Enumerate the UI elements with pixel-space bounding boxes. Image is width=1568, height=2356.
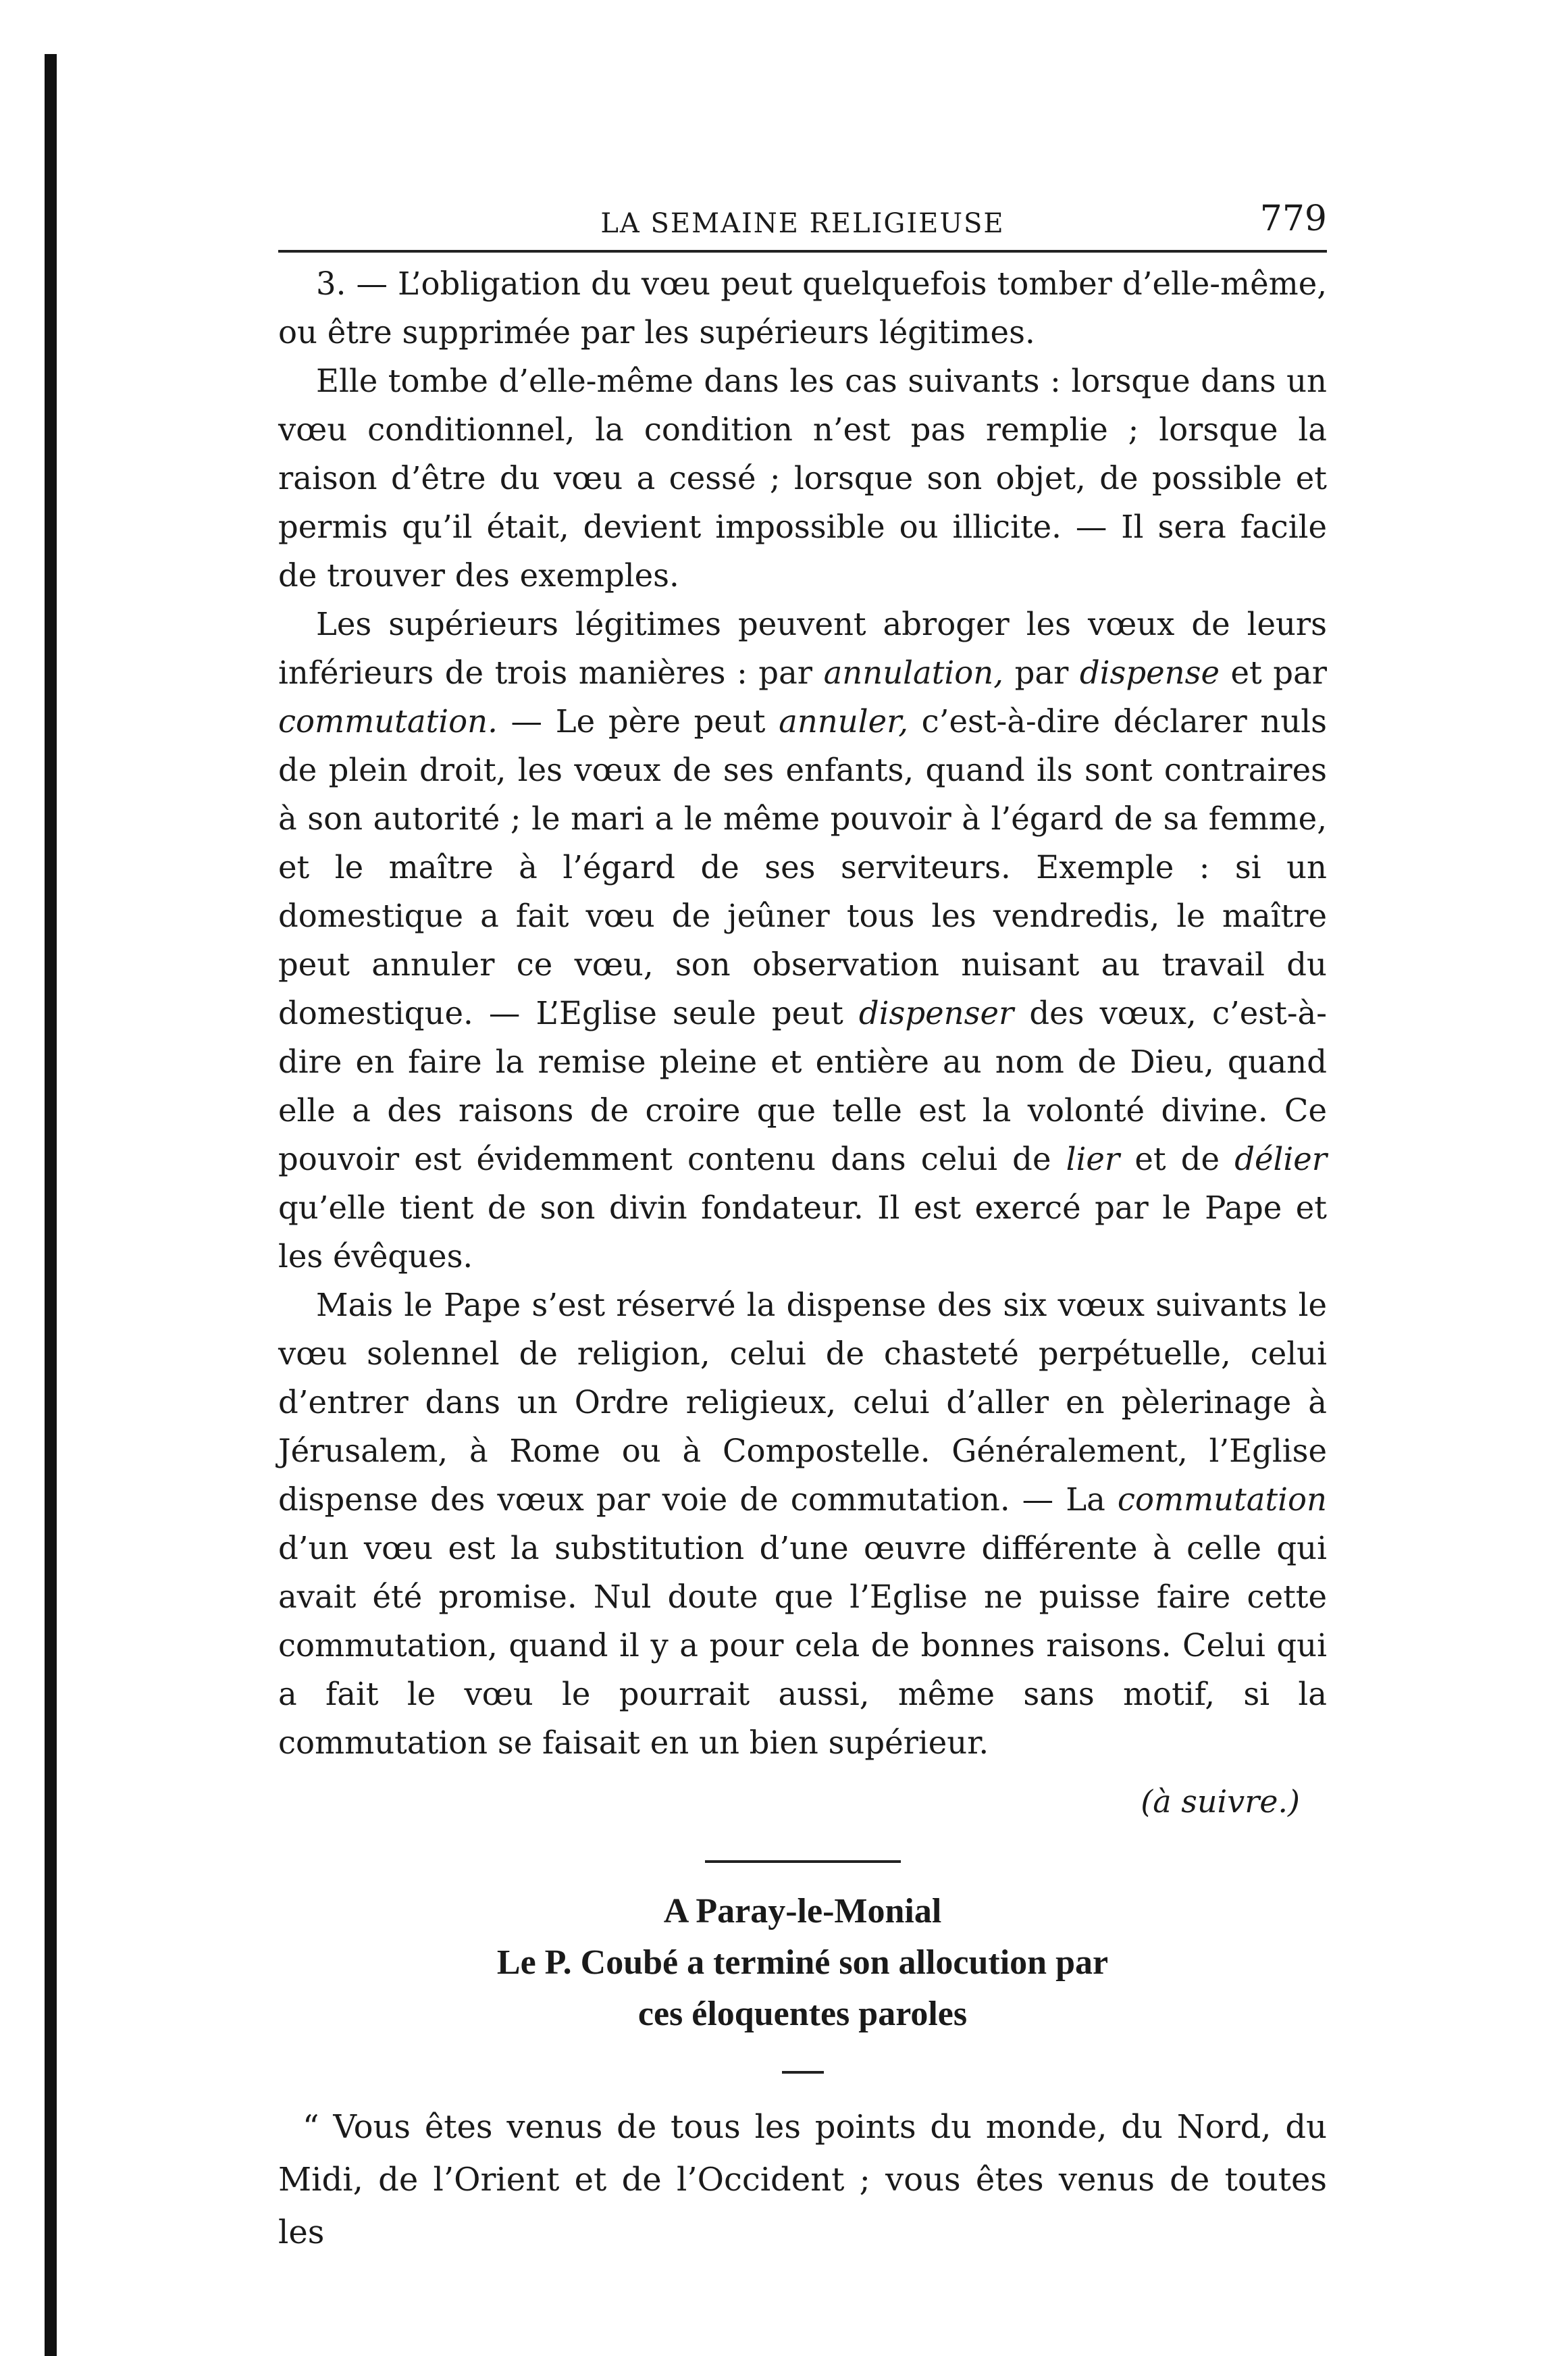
text-run: Mais le Pape s’est réservé la dispense des six vœux suivants le vœu solennel de religion, celui de chasteté perpétuelle, celui d’entrer dans un Ordre religieux, celui d’aller en pèlerinage à Jérusalem, à Rome ou à Compostelle. Généralement, l’Eglise dispense des vœux par voie de commutation. — La — [278, 1287, 1327, 1518]
text-run: et par — [1219, 655, 1328, 691]
page-number: 779 — [1259, 199, 1327, 239]
paragraph — [278, 600, 1327, 1281]
paragraph — [278, 1281, 1327, 1767]
to-be-continued: (à suivre.) — [1141, 1783, 1300, 1820]
section-heading — [278, 1886, 1327, 2040]
italic-term: commutation. — [278, 703, 498, 740]
text-run: 3. — L’obligation du vœu peut quelquefois tomber d’elle-même, ou être supprimée par les supérieurs légitimes. — [278, 265, 1327, 351]
italic-term: délier — [1234, 1141, 1327, 1177]
text-run: Les supérieurs légitimes peuvent abroger les vœux de leurs inférieurs de trois manières : par — [278, 606, 1327, 691]
text-run: d’un vœu est la substitution d’une œuvre différente à celle qui avait été promise. Nul doute que l’Eglise ne puisse faire cette commutation, quand il y a pour cela de bonnes raisons. Celui qui a fait le vœu le pourrait aussi, même sans motif, si la commutation se faisait en un bien supérieur. — [278, 1530, 1327, 1761]
heading-line-place: A Paray-le-Monial — [663, 1892, 942, 1930]
text-run: et de — [1120, 1141, 1235, 1177]
italic-term: annulation, — [823, 655, 1004, 691]
text-run: des vœux, c’est-à-dire en faire la remise pleine et entière au nom de Dieu, quand elle a des raisons de croire que telle est la volonté divine. Ce pouvoir est évidemment contenu dans celui de — [278, 995, 1327, 1177]
running-title: LA SEMAINE RELIGIEUSE — [600, 208, 1005, 239]
page-header — [278, 196, 1327, 253]
italic-term: lier — [1066, 1141, 1120, 1177]
paragraph — [278, 259, 1327, 357]
text-run: — Le père peut — [497, 703, 779, 740]
heading-line-subject: Le P. Coubé a terminé son allocution par — [496, 1943, 1109, 1982]
paragraph — [278, 357, 1327, 600]
heading-line-words: ces éloquentes paroles — [637, 1995, 968, 2033]
text-run: c’est-à-dire déclarer nuls de plein droit, les vœux de ses enfants, quand ils sont contraires à son autorité ; le mari a le même pouvoir à l’égard de sa femme, et le maître à l’égard de ses serviteurs. Exemple : si un domestique a fait vœu de jeûner tous les vendredis, le maître peut annuler ce vœu, son observation nuisant au travail du domestique. — L’Eglise seule peut — [278, 703, 1327, 1031]
italic-term: dispenser — [858, 995, 1014, 1031]
section-divider — [705, 1860, 901, 1863]
heading-dash — [782, 2071, 824, 2074]
text-run: qu’elle tient de son divin fondateur. Il est exercé par le Pape et les évêques. — [278, 1189, 1327, 1275]
italic-term: annuler, — [779, 703, 908, 740]
italic-term: dispense — [1079, 655, 1220, 691]
book-binding-edge — [45, 54, 57, 2356]
article-body — [278, 259, 1327, 1767]
text-run: Elle tombe d’elle-même dans les cas suivants : lorsque dans un vœu conditionnel, la condition n’est pas remplie ; lorsque la raison d’être du vœu a cessé ; lorsque son objet, de possible et permis qu’il était, devient impossible ou illicite. — Il sera facile de trouver des exemples. — [278, 363, 1327, 594]
italic-term: commutation — [1117, 1481, 1327, 1518]
text-run: par — [1003, 655, 1080, 691]
page — [278, 196, 1327, 2259]
quotation — [278, 2101, 1327, 2259]
quotation-text: “ Vous êtes venus de tous les points du monde, du Nord, du Midi, de l’Orient et de l’Occident ; vous êtes venus de toutes les — [278, 2108, 1327, 2251]
